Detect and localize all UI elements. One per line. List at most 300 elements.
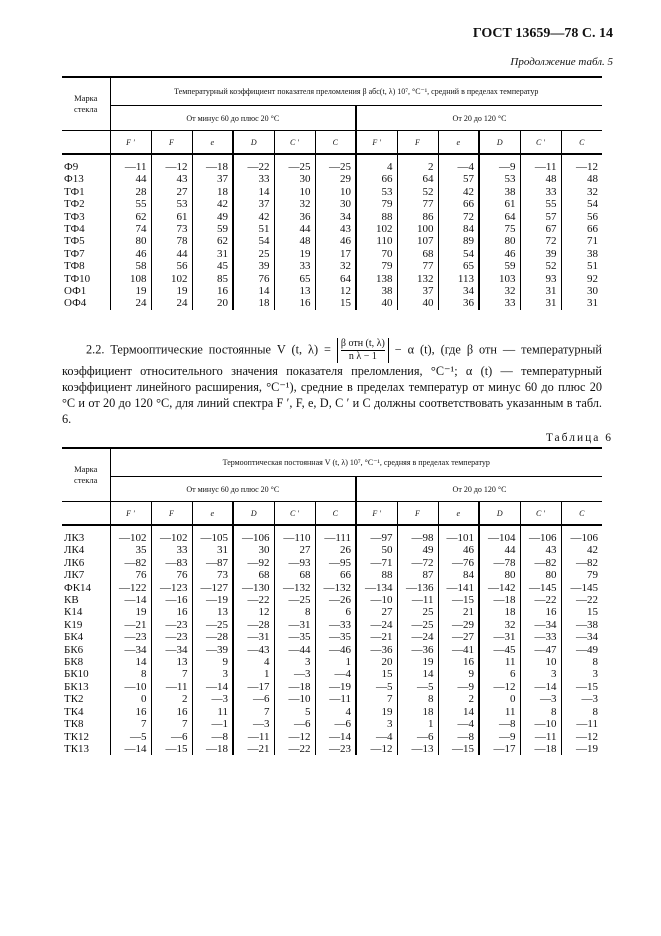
value-cell: 132 <box>397 273 438 285</box>
value-cell: 19 <box>274 248 315 260</box>
table-row <box>62 260 602 272</box>
value-cell: —14 <box>110 743 151 755</box>
value-cell: —15 <box>438 594 479 606</box>
value-cell: 15 <box>315 297 356 309</box>
value-cell: 3 <box>192 668 233 680</box>
value-cell: —23 <box>151 619 192 631</box>
table-row <box>62 606 602 618</box>
value-cell: 26 <box>315 544 356 556</box>
value-cell: —93 <box>274 557 315 569</box>
value-cell: 80 <box>110 235 151 247</box>
spectral-line-header: C ′ <box>520 131 561 155</box>
spectral-line-header: F <box>397 131 438 155</box>
glass-grade: Ф9 <box>64 161 79 173</box>
value-cell: 5 <box>274 706 315 718</box>
value-cell: —82 <box>561 557 602 569</box>
value-cell: 65 <box>274 273 315 285</box>
value-cell: —31 <box>233 631 274 643</box>
value-cell: —98 <box>397 525 438 544</box>
value-cell: 37 <box>192 173 233 185</box>
value-cell: 43 <box>315 223 356 235</box>
value-cell: 39 <box>233 260 274 272</box>
value-cell: —46 <box>315 644 356 656</box>
value-cell: —3 <box>561 693 602 705</box>
glass-grade: БК10 <box>64 668 89 681</box>
value-cell: —14 <box>315 731 356 743</box>
value-cell: 33 <box>151 544 192 556</box>
value-cell: 113 <box>438 273 479 285</box>
glass-grade: ФК14 <box>64 581 92 594</box>
value-cell: 28 <box>110 186 151 198</box>
value-cell: 49 <box>397 544 438 556</box>
value-cell: 8 <box>110 668 151 680</box>
spectral-line-header: F ′ <box>356 131 397 155</box>
table-row <box>62 582 602 594</box>
value-cell: 31 <box>192 248 233 260</box>
value-cell: 84 <box>438 569 479 581</box>
value-cell: 61 <box>479 198 520 210</box>
value-cell: —21 <box>356 631 397 643</box>
value-cell: 108 <box>110 273 151 285</box>
value-cell: —34 <box>561 631 602 643</box>
value-cell: —25 <box>397 619 438 631</box>
value-cell: 42 <box>438 186 479 198</box>
value-cell: 46 <box>315 235 356 247</box>
value-cell: 14 <box>233 186 274 198</box>
value-cell: —136 <box>397 582 438 594</box>
value-cell: 43 <box>520 544 561 556</box>
value-cell: —10 <box>520 718 561 730</box>
value-cell: 79 <box>356 260 397 272</box>
value-cell: —9 <box>479 154 520 173</box>
spectral-line-header: C ′ <box>520 502 561 526</box>
value-cell: —82 <box>520 557 561 569</box>
value-cell: 66 <box>315 569 356 581</box>
value-cell: —6 <box>233 693 274 705</box>
value-cell: 12 <box>233 606 274 618</box>
value-cell: —34 <box>151 644 192 656</box>
value-cell: 49 <box>192 211 233 223</box>
value-cell: —23 <box>110 631 151 643</box>
glass-grade: ТК13 <box>64 742 90 755</box>
value-cell: 32 <box>561 186 602 198</box>
value-cell: —16 <box>151 594 192 606</box>
value-cell: 59 <box>479 260 520 272</box>
value-cell: 33 <box>274 260 315 272</box>
table-6-label: Таблица 6 <box>545 432 613 444</box>
table-row <box>62 297 602 309</box>
value-cell: —11 <box>520 731 561 743</box>
value-cell: 42 <box>233 211 274 223</box>
value-cell: 1 <box>315 656 356 668</box>
value-cell: —39 <box>192 644 233 656</box>
table-row <box>62 619 602 631</box>
value-cell: 76 <box>110 569 151 581</box>
value-cell: —82 <box>110 557 151 569</box>
table-row <box>62 154 602 173</box>
value-cell: 2 <box>151 693 192 705</box>
table-row <box>62 544 602 556</box>
table-row <box>62 668 602 680</box>
value-cell: 24 <box>110 297 151 309</box>
value-cell: —3 <box>274 668 315 680</box>
value-cell: —17 <box>479 743 520 755</box>
value-cell: —43 <box>233 644 274 656</box>
value-cell: 66 <box>356 173 397 185</box>
mark-header: Марка стекла <box>62 448 110 502</box>
value-cell: —38 <box>561 619 602 631</box>
value-cell: 37 <box>397 285 438 297</box>
value-cell: 84 <box>438 223 479 235</box>
value-cell: —8 <box>438 731 479 743</box>
value-cell: 30 <box>274 173 315 185</box>
value-cell: —11 <box>520 154 561 173</box>
value-cell: 36 <box>438 297 479 309</box>
value-cell: 79 <box>356 198 397 210</box>
value-cell: 1 <box>233 668 274 680</box>
value-cell: 71 <box>561 235 602 247</box>
value-cell: 25 <box>233 248 274 260</box>
spectral-line-header: D <box>479 131 520 155</box>
value-cell: —31 <box>479 631 520 643</box>
value-cell: 46 <box>479 248 520 260</box>
value-cell: 13 <box>274 285 315 297</box>
value-cell: 32 <box>479 285 520 297</box>
value-cell: —141 <box>438 582 479 594</box>
value-cell: 14 <box>110 656 151 668</box>
value-cell: 65 <box>438 260 479 272</box>
table-row <box>62 173 602 185</box>
value-cell: 72 <box>438 211 479 223</box>
glass-grade: ЛК6 <box>64 556 85 569</box>
value-cell: 7 <box>233 706 274 718</box>
value-cell: 31 <box>192 544 233 556</box>
value-cell: —25 <box>192 619 233 631</box>
value-cell: 102 <box>151 273 192 285</box>
value-cell: —12 <box>151 154 192 173</box>
table-row <box>62 211 602 223</box>
value-cell: —122 <box>110 582 151 594</box>
value-cell: 27 <box>356 606 397 618</box>
value-cell: —9 <box>479 731 520 743</box>
table-continuation-label: Продолжение табл. 5 <box>510 56 613 68</box>
value-cell: 13 <box>151 656 192 668</box>
table-row <box>62 248 602 260</box>
value-cell: —15 <box>561 681 602 693</box>
table-row <box>62 186 602 198</box>
value-cell: —25 <box>315 154 356 173</box>
table-row <box>62 594 602 606</box>
value-cell: 34 <box>315 211 356 223</box>
table-title: Температурный коэффициент показателя преломления β абс(t, λ) 10⁷, °С⁻¹, средний в пределах температур <box>110 77 602 106</box>
value-cell: 58 <box>110 260 151 272</box>
value-cell: —127 <box>192 582 233 594</box>
value-cell: 8 <box>274 606 315 618</box>
value-cell: —19 <box>192 594 233 606</box>
value-cell: 88 <box>356 211 397 223</box>
value-cell: —14 <box>520 681 561 693</box>
value-cell: —3 <box>520 693 561 705</box>
value-cell: 31 <box>561 297 602 309</box>
value-cell: 70 <box>356 248 397 260</box>
value-cell: 7 <box>151 718 192 730</box>
value-cell: 52 <box>520 260 561 272</box>
value-cell: 8 <box>397 693 438 705</box>
value-cell: —11 <box>151 681 192 693</box>
value-cell: 8 <box>561 706 602 718</box>
spectral-line-header: C <box>561 131 602 155</box>
value-cell: 19 <box>110 606 151 618</box>
value-cell: —106 <box>561 525 602 544</box>
value-cell: —95 <box>315 557 356 569</box>
spectral-line-header: F ′ <box>110 502 151 526</box>
value-cell: 73 <box>151 223 192 235</box>
spectral-line-header: e <box>192 131 233 155</box>
value-cell: —10 <box>356 594 397 606</box>
value-cell: —106 <box>233 525 274 544</box>
table-row <box>62 731 602 743</box>
value-cell: 66 <box>561 223 602 235</box>
value-cell: 138 <box>356 273 397 285</box>
value-cell: 62 <box>192 235 233 247</box>
table-title: Термооптическая постоянная V (t, λ) 10⁷, °С⁻¹, средняя в пределах температур <box>110 448 602 477</box>
value-cell: 3 <box>520 668 561 680</box>
value-cell: —18 <box>479 594 520 606</box>
value-cell: —25 <box>274 594 315 606</box>
value-cell: 37 <box>233 198 274 210</box>
value-cell: 6 <box>479 668 520 680</box>
value-cell: —4 <box>356 731 397 743</box>
paragraph-rest: , (где β отн — температурный коэффициент относительного значения показателя преломления, °С⁻¹; α (t) — температурный коэффициент линейного расширения, °С⁻¹), средние в пределах температур от минус 60 до плюс 20 °С и от 20 до 120 °С, для линий спектра F ′, F, e, D, C ′ и C должны соответствовать указанным в табл. 6. <box>62 342 602 426</box>
value-cell: 40 <box>356 297 397 309</box>
value-cell: —78 <box>479 557 520 569</box>
value-cell: —36 <box>356 644 397 656</box>
value-cell: —13 <box>397 743 438 755</box>
value-cell: 15 <box>356 668 397 680</box>
value-cell: —1 <box>192 718 233 730</box>
glass-grade: ТФ1 <box>64 185 85 198</box>
value-cell: —83 <box>151 557 192 569</box>
value-cell: 0 <box>110 693 151 705</box>
value-cell: —3 <box>233 718 274 730</box>
mark-header: Марка стекла <box>62 77 110 131</box>
value-cell: —18 <box>520 743 561 755</box>
value-cell: 16 <box>110 706 151 718</box>
value-cell: 74 <box>110 223 151 235</box>
value-cell: —130 <box>233 582 274 594</box>
table-row <box>62 273 602 285</box>
value-cell: 89 <box>438 235 479 247</box>
value-cell: 54 <box>233 235 274 247</box>
value-cell: 10 <box>315 186 356 198</box>
value-cell: 53 <box>356 186 397 198</box>
value-cell: —25 <box>274 154 315 173</box>
value-cell: —12 <box>561 154 602 173</box>
value-cell: 32 <box>479 619 520 631</box>
value-cell: 12 <box>315 285 356 297</box>
value-cell: —9 <box>438 681 479 693</box>
table-row <box>62 557 602 569</box>
table-row <box>62 681 602 693</box>
value-cell: 85 <box>192 273 233 285</box>
value-cell: 50 <box>356 544 397 556</box>
spectral-line-header: F ′ <box>356 502 397 526</box>
value-cell: —11 <box>315 693 356 705</box>
glass-grade: К14 <box>64 606 83 619</box>
value-cell: 19 <box>356 706 397 718</box>
value-cell: —87 <box>192 557 233 569</box>
value-cell: 11 <box>479 706 520 718</box>
value-cell: —23 <box>315 743 356 755</box>
value-cell: —22 <box>233 154 274 173</box>
value-cell: —26 <box>315 594 356 606</box>
glass-grade: ТК4 <box>64 705 84 718</box>
value-cell: 42 <box>561 544 602 556</box>
document-header: ГОСТ 13659—78 С. 14 <box>472 26 613 41</box>
value-cell: —19 <box>561 743 602 755</box>
value-cell: 110 <box>356 235 397 247</box>
value-cell: 44 <box>110 173 151 185</box>
value-cell: —8 <box>192 731 233 743</box>
value-cell: —11 <box>233 731 274 743</box>
glass-grade: ЛК3 <box>64 532 85 544</box>
spectral-line-header: C ′ <box>274 131 315 155</box>
value-cell: 76 <box>233 273 274 285</box>
value-cell: 4 <box>233 656 274 668</box>
value-cell: —6 <box>151 731 192 743</box>
value-cell: 14 <box>438 706 479 718</box>
value-cell: —14 <box>110 594 151 606</box>
value-cell: 46 <box>438 544 479 556</box>
value-cell: —132 <box>274 582 315 594</box>
value-cell: —142 <box>479 582 520 594</box>
value-cell: —44 <box>274 644 315 656</box>
value-cell: 16 <box>151 706 192 718</box>
value-cell: —33 <box>520 631 561 643</box>
value-cell: 44 <box>151 248 192 260</box>
value-cell: 61 <box>151 211 192 223</box>
glass-grade: ТФ4 <box>64 223 85 236</box>
value-cell: —18 <box>192 743 233 755</box>
value-cell: 80 <box>479 235 520 247</box>
value-cell: 56 <box>561 211 602 223</box>
value-cell: —12 <box>561 731 602 743</box>
value-cell: —134 <box>356 582 397 594</box>
value-cell: —17 <box>233 681 274 693</box>
range-header-2: От 20 до 120 °С <box>356 106 602 131</box>
value-cell: 30 <box>233 544 274 556</box>
value-cell: 68 <box>397 248 438 260</box>
glass-grade: ТФ2 <box>64 198 85 211</box>
value-cell: 48 <box>561 173 602 185</box>
glass-grade: К19 <box>64 618 83 631</box>
glass-grade: Ф13 <box>64 173 84 186</box>
spectral-line-header: F <box>397 502 438 526</box>
value-cell: —35 <box>274 631 315 643</box>
value-cell: —72 <box>397 557 438 569</box>
value-cell: —6 <box>315 718 356 730</box>
value-cell: —21 <box>110 619 151 631</box>
value-cell: —5 <box>110 731 151 743</box>
value-cell: —6 <box>274 718 315 730</box>
value-cell: 16 <box>438 656 479 668</box>
value-cell: 3 <box>274 656 315 668</box>
glass-grade: КВ <box>64 594 79 607</box>
value-cell: —145 <box>561 582 602 594</box>
value-cell: —22 <box>520 594 561 606</box>
glass-grade: ЛК4 <box>64 544 85 557</box>
value-cell: —15 <box>438 743 479 755</box>
value-cell: —28 <box>233 619 274 631</box>
value-cell: 73 <box>192 569 233 581</box>
formula-tail: − α (t) <box>394 342 432 357</box>
value-cell: 1 <box>397 718 438 730</box>
formula-denominator: n λ − 1 <box>348 351 377 362</box>
value-cell: 51 <box>561 260 602 272</box>
range-header-1: От минус 60 до плюс 20 °С <box>110 106 356 131</box>
value-cell: —23 <box>151 631 192 643</box>
value-cell: 78 <box>151 235 192 247</box>
value-cell: 13 <box>192 606 233 618</box>
value-cell: 11 <box>192 706 233 718</box>
value-cell: —14 <box>192 681 233 693</box>
value-cell: 11 <box>479 656 520 668</box>
value-cell: 8 <box>520 706 561 718</box>
value-cell: 64 <box>397 173 438 185</box>
value-cell: 80 <box>479 569 520 581</box>
value-cell: 14 <box>233 285 274 297</box>
value-cell: —10 <box>274 693 315 705</box>
value-cell: 107 <box>397 235 438 247</box>
value-cell: —15 <box>151 743 192 755</box>
value-cell: 4 <box>315 706 356 718</box>
value-cell: 21 <box>438 606 479 618</box>
value-cell: 9 <box>192 656 233 668</box>
value-cell: 25 <box>397 606 438 618</box>
table-row <box>62 718 602 730</box>
spectral-line-header: e <box>192 502 233 526</box>
value-cell: 38 <box>561 248 602 260</box>
value-cell: 18 <box>479 606 520 618</box>
value-cell: 15 <box>561 606 602 618</box>
table-row <box>62 706 602 718</box>
table-5 <box>62 76 602 310</box>
glass-grade: БК4 <box>64 631 84 644</box>
value-cell: 35 <box>110 544 151 556</box>
glass-grade: БК13 <box>64 680 89 693</box>
value-cell: 31 <box>520 285 561 297</box>
glass-grade: ТФ5 <box>64 235 85 248</box>
value-cell: 53 <box>151 198 192 210</box>
value-cell: 44 <box>479 544 520 556</box>
spectral-line-header: C <box>561 502 602 526</box>
value-cell: —102 <box>151 525 192 544</box>
value-cell: —3 <box>192 693 233 705</box>
range-header-2: От 20 до 120 °С <box>356 477 602 502</box>
value-cell: —104 <box>479 525 520 544</box>
glass-grade: ОФ1 <box>64 285 87 298</box>
value-cell: 16 <box>192 285 233 297</box>
value-cell: 0 <box>479 693 520 705</box>
spectral-line-header: F <box>151 502 192 526</box>
value-cell: 36 <box>274 211 315 223</box>
value-cell: —36 <box>397 644 438 656</box>
value-cell: 64 <box>315 273 356 285</box>
glass-grade: ТФ3 <box>64 210 85 223</box>
value-cell: 77 <box>397 260 438 272</box>
value-cell: —123 <box>151 582 192 594</box>
value-cell: —71 <box>356 557 397 569</box>
